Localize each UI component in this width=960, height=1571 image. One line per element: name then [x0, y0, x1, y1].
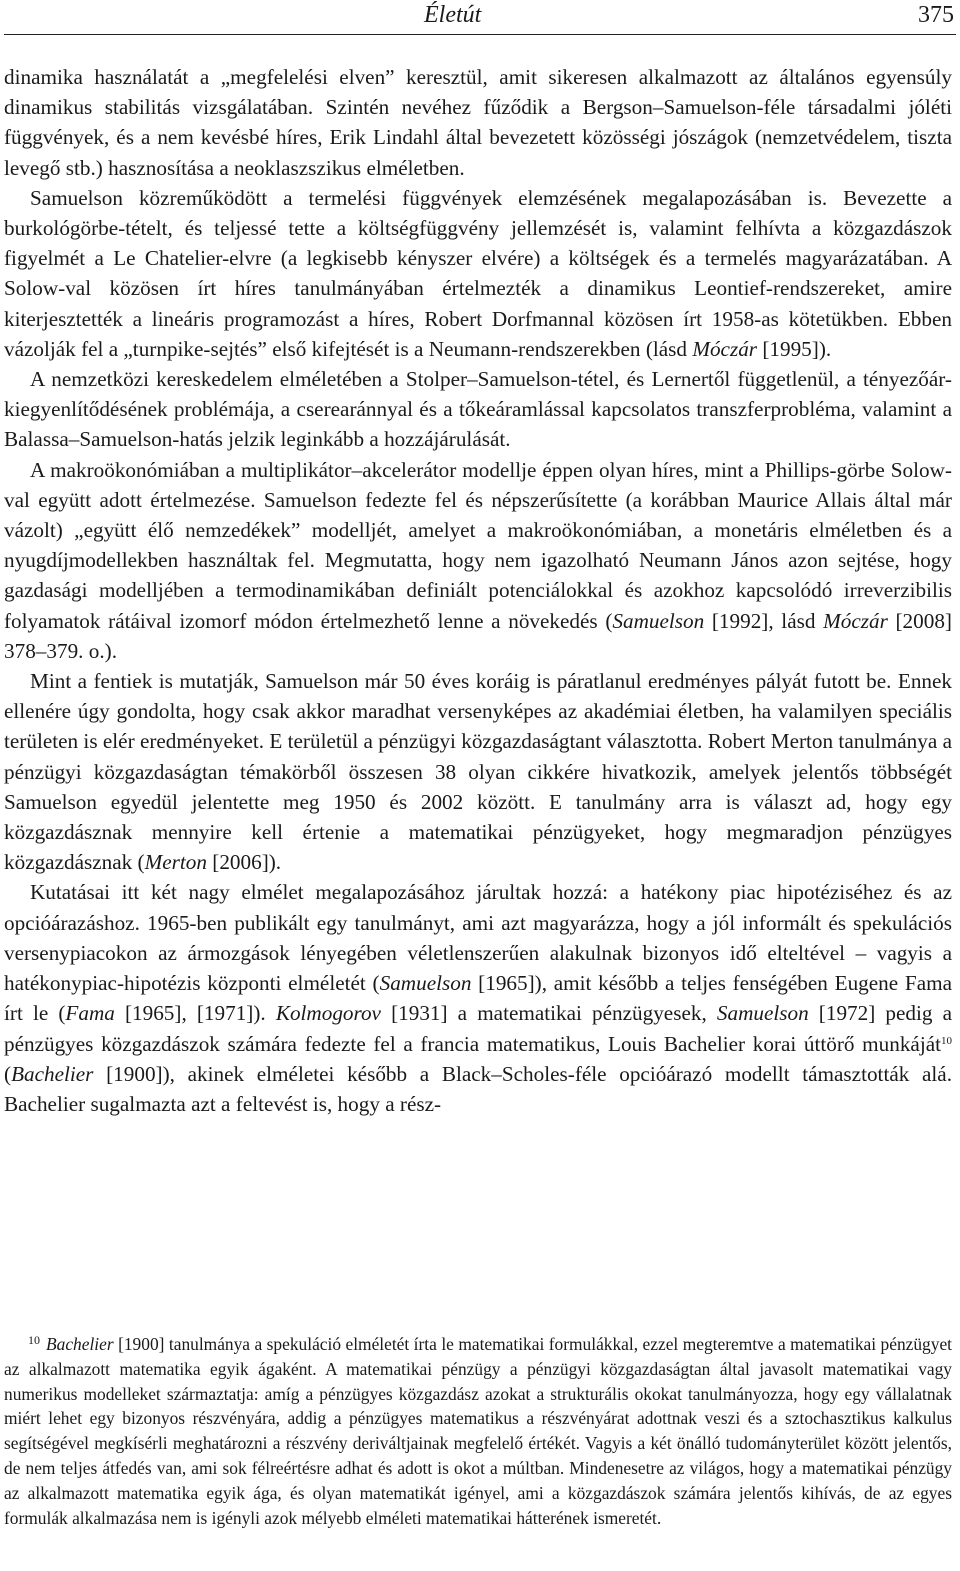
- citation-rest: [2008] 378–379. o.).: [4, 608, 952, 663]
- running-header: [4, 2, 956, 35]
- paragraph-4-text: A makroökonómiában a multiplikátor–akcelerátor modellje éppen olyan híres, mint a Phillips-görbe Solow-val együtt adott értelmezése. Samuelson fedezte fel és népszerűsítette (a korábban Maurice Allais által már vázolt) „együtt élő nemzedékek” modelljét, amelyet a makroökonómiában, a monetáris elméletben és a nyugdíjmodellekben használtak fel. Megmutatta, hogy nem igazolható Neumann János azon sejtése, hogy gazdasági modelljében a termodinamikában definiált potenciálokkal és azokhoz kapcsolódó irreverzibilis folyamatok rátáival izomorf módon értelmezhető lenne a növekedés (: [4, 457, 952, 633]
- paragraph-6-text: [1972] pedig a pénzügyes közgazdászok számára fedezte fel a francia matematikus, Louis Bachelier korai úttörő munkáját: [4, 1001, 952, 1056]
- paragraph-5: [4, 666, 952, 877]
- citation-rest: [2006]).: [206, 850, 282, 875]
- paragraph-1: dinamika használatát a „megfelelési elven” keresztül, amit sikeresen alkalmazott az általános egyensúly dinamikus stabilitás vizsgálatában. Szintén nevéhez fűződik a Bergson–Samuelson-féle társadalmi jóléti függvények, és a nem kevésbé híres, Erik Lindahl által bevezetett közösségi jószágok (nemzetvédelem, tiszta levegő stb.) hasznosítása a neoklaszszikus elméletben.: [4, 65, 952, 180]
- paragraph-2: [4, 183, 952, 364]
- paragraph-3: A nemzetközi kereskedelem elméletében a Stolper–Samuelson-tétel, és Lernertől függetlenül, a tényezőár-kiegyenlítődésének problémája, a cserearánnyal és a tőkeáramlással kapcsolatos transzferprobléma, valamint a Balassa–Samuelson-hatás jelzik leginkább a hozzájárulását.: [4, 367, 952, 452]
- citation-author: Samuelson: [612, 608, 705, 633]
- citation-rest: [1992], lásd: [704, 608, 824, 633]
- paragraph-6-text: [1965], [1971]).: [114, 1001, 276, 1026]
- running-title: Életút: [424, 2, 482, 28]
- citation-author: Samuelson: [379, 971, 472, 996]
- citation-author: Móczár: [692, 336, 758, 361]
- citation-author: Kolmogorov: [275, 1001, 381, 1026]
- citation-author: Fama: [65, 1001, 115, 1026]
- footnote-10: [4, 1328, 952, 1530]
- paragraph-6-text: [1931] a matematikai pénzügyesek,: [380, 1001, 717, 1026]
- paragraph-2-text: Samuelson közreműködött a termelési függvények elemzésének megalapozásában is. Bevezette a burkológörbe-tételt, és teljessé tette a költségfüggvény jellemzését is, valamint felhívta a közgazdászok figyelmét a Le Chatelier-elvre (a legkisebb kényszer elvére) a költségek és a termelés magyarázatában. A Solow-val közösen írt híres tanulmányában értelmezték a dinamikus Leontief-rendszereket, amire kiterjesztették a lineáris programozást a híres, Robert Dorfmannal közösen írt 1958-as kötetükben. Ebben vázolják fel a „turnpike-sejtés” első kifejtését is a Neumann-rendszerekben (lásd: [4, 185, 952, 361]
- footnote-text: [1900] tanulmánya a spekuláció elméletét írta le matematikai formulákkal, ezzel megteremtve a matematikai pénzügyet az alkalmazott matematika egyik ágaként. A matematikai pénzügy a pénzügyi közgazdaságtan által javasolt matematikai vagy numerikus modelleket származtatja: amíg a pénzügyes közgazdász azokat a strukturális okokat tanulmányozza, hogy egy vállalatnak miért lehet egy bizonyos részvényára, addig a pénzügyes matematikus a részvényárat adottnak veszi és a sztochasztikus kalkulus segítségével megkísérli meghatározni a részvény deriváltjainak megfelelő értékét. Vagyis a két önálló tudományterület között jelentős, de nem teljes átfedés van, ami sok félreértésre adhat és adott is okot a múltban. Mindenesetre az világos, hogy a matematikai pénzügy az alkalmazott matematika egyik ága, és olyan matematikát igényel, ami a közgazdászok számára jelentős kihívás, de az egyes formulák alkalmazása nem is igényli azok mélyebb elméleti matematikai hátterének ismeretét.: [4, 1334, 952, 1528]
- citation-author: Samuelson: [716, 1001, 809, 1026]
- paragraph-5-text: Mint a fentiek is mutatják, Samuelson már 50 éves koráig is páratlanul eredményes pályát futott be. Ennek ellenére úgy gondolta, hogy csak akkor maradhat versenyképes az akadémiai életben, ha valamilyen speciális területen is elér eredményeket. E területül a pénzügyi közgazdaságtant választotta. Robert Merton tanulmánya a pénzügyi közgazdaságtan témakörből összesen 38 olyan cikkére hivatkozik, amelyek jelentős többségét Samuelson egyedül jelentette meg 1950 és 2002 között. E tanulmány arra is választ ad, hogy egy közgazdásznak mennyire kell értenie a matematikai pénzügyeket, hogy megmaradjon pénzügyes közgazdásznak (: [4, 669, 952, 875]
- paragraph-6-text: [1965]), amit később a teljes fenségében Eugene Fama írt le (: [4, 971, 952, 1026]
- footnote-mark: 10: [28, 1333, 40, 1347]
- citation-author: Merton: [144, 850, 207, 875]
- page-number: 375: [918, 2, 954, 28]
- paragraph-4: [4, 455, 952, 666]
- footnote-separator: [4, 1316, 164, 1317]
- citation-author: Bachelier: [11, 1061, 94, 1086]
- paragraph-6-text: Kutatásai itt két nagy elmélet megalapozásához járultak hozzá: a hatékony piac hipotéziséhez és az opcióárazáshoz. 1965-ben publikált egy tanulmányt, ami azt magyarázza, hogy a jól informált és spekulációs versenypiacokon az ármozgások lényegében véletlenszerűen alakulnak bizonyos idő elteltével – vagyis a hatékonypiac-hipotézis központi elméletét (: [4, 880, 952, 996]
- citation-author: Móczár: [823, 608, 888, 633]
- footnote-author: Bachelier: [46, 1334, 114, 1354]
- paragraph-6-text: [1900]), akinek elméletei később a Black–Scholes-féle opcióárazó modellt támasztották alá. Bachelier sugalmazta azt a feltevést is, hogy a rész-: [4, 1061, 952, 1116]
- paragraph-6-text: (: [4, 1061, 12, 1086]
- footnote-reference[interactable]: 10: [941, 1034, 952, 1047]
- paragraph-6: [4, 877, 952, 1119]
- citation-rest: [1995]).: [757, 336, 832, 361]
- main-text: [4, 62, 952, 1119]
